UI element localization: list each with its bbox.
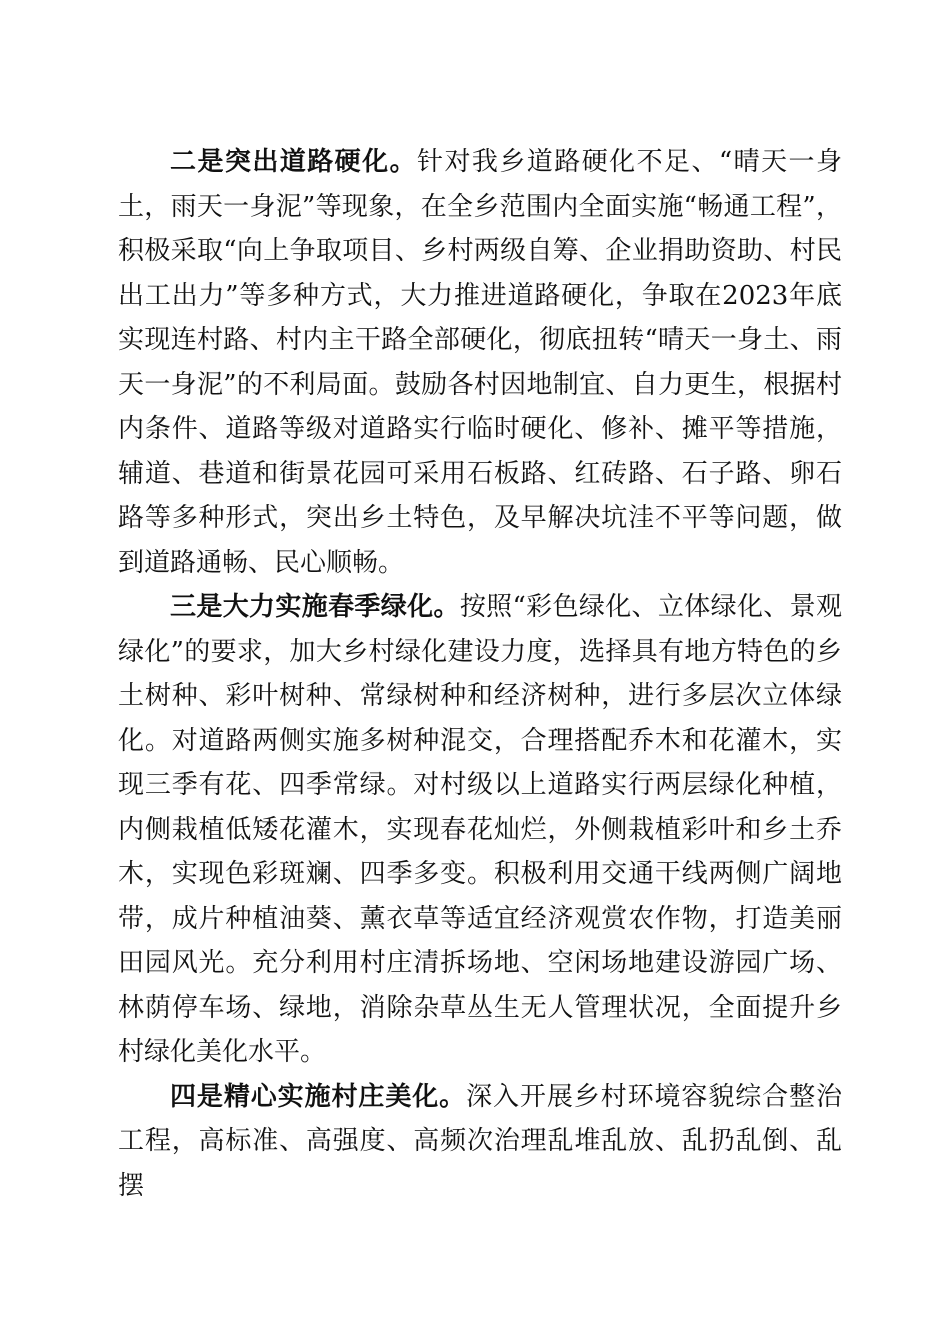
paragraph-road-hardening bbox=[118, 140, 842, 585]
paragraph-text: 深入开展乡村环境容貌综合整治工程，高标准、高强度、高频次治理乱堆乱放、乱扔乱倒、乱摆 bbox=[118, 1081, 842, 1201]
paragraph-heading: 四是精心实施村庄美化。 bbox=[170, 1081, 467, 1112]
paragraph-village-beautification bbox=[118, 1075, 842, 1209]
paragraph-text: 按照“彩色绿化、立体绿化、景观绿化”的要求，加大乡村绿化建设力度，选择具有地方特色的乡土树种、彩叶树种、常绿树种和经济树种，进行多层次立体绿化。对道路两侧实施多树种混交，合理搭配乔木和花灌木，实现三季有花、四季常绿。对村级以上道路实行两层绿化种植，内侧栽植低矮花灌木，实现春花灿烂，外侧栽植彩叶和乡土乔木，实现色彩斑斓、四季多变。积极利用交通干线两侧广阔地带，成片种植油葵、薰衣草等适宜经济观赏农作物，打造美丽田园风光。充分利用村庄清拆场地、空闲场地建设游园广场、林荫停车场、绿地，消除杂草丛生无人管理状况，全面提升乡村绿化美化水平。 bbox=[118, 592, 842, 1067]
paragraph-heading: 三是大力实施春季绿化。 bbox=[170, 592, 460, 622]
paragraph-heading: 二是突出道路硬化。 bbox=[170, 147, 418, 177]
paragraph-spring-greening bbox=[118, 585, 842, 1075]
paragraph-text: 针对我乡道路硬化不足、“晴天一身土，雨天一身泥”等现象，在全乡范围内全面实施“畅通工程”，积极采取“向上争取项目、乡村两级自筹、企业捐助资助、村民出工出力”等多种方式，大力推进道路硬化，争取在2023年底实现连村路、村内主干路全部硬化，彻底扭转“晴天一身土、雨天一身泥”的不利局面。鼓励各村因地制宜、自力更生，根据村内条件、道路等级对道路实行临时硬化、修补、摊平等措施，辅道、巷道和街景花园可采用石板路、红砖路、石子路、卵石路等多种形式，突出乡土特色，及早解决坑洼不平等问题，做到道路通畅、民心顺畅。 bbox=[118, 147, 842, 578]
document-body bbox=[118, 140, 842, 1208]
